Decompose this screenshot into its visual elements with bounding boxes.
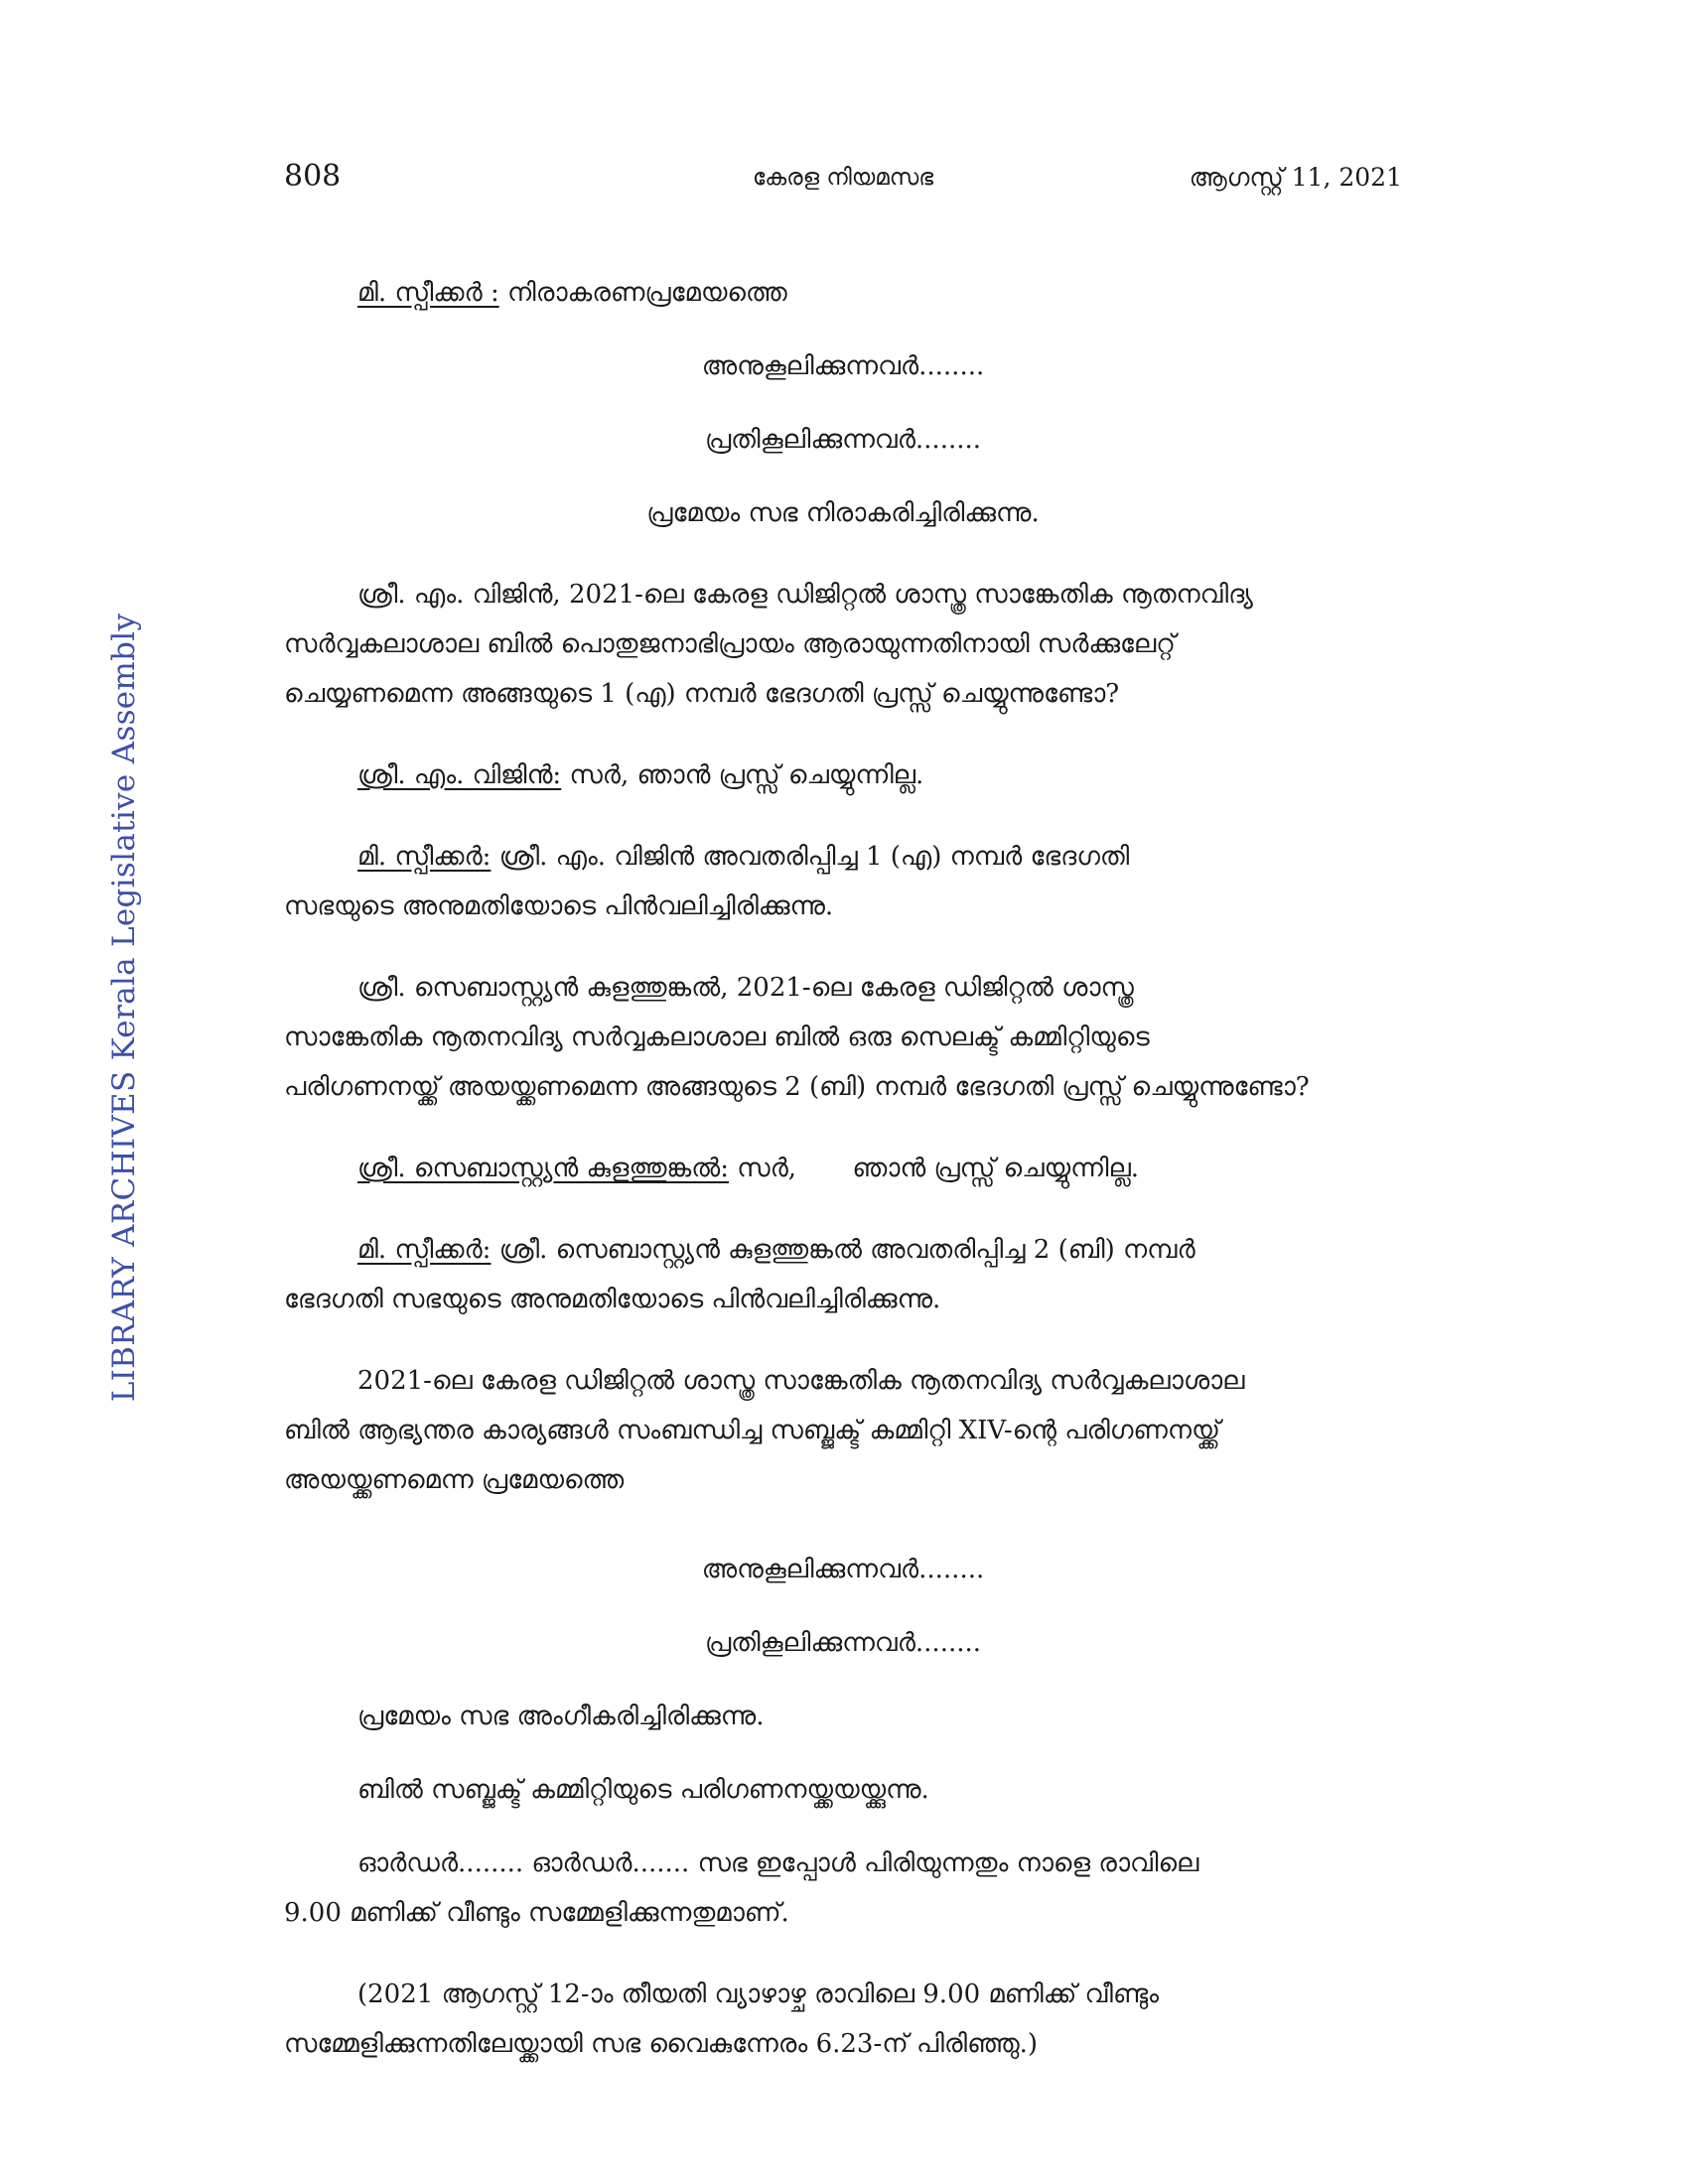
paragraph-line: സർവ്വകലാശാല ബിൽ പൊതുജനാഭിപ്രായം ആരായുന്നതിനായി സർക്കുലേറ്റ് [284, 629, 1176, 659]
paragraph-line: അയയ്ക്കണമെന്ന പ്രമേയത്തെ [284, 1465, 625, 1495]
member-reply [284, 751, 1402, 800]
bill-referral-text: ബിൽ സബ്ജക്ട് കമ്മിറ്റിയുടെ പരിഗണനയ്ക്കയയ്ക്കുന്നു. [357, 1775, 929, 1805]
paragraph-line: 9.00 മണിക്ക് വീണ്ടും സമ്മേളിക്കുന്നതുമാണ്. [284, 1898, 789, 1928]
speaker-paragraph [284, 1225, 1402, 1324]
vote-for: അനുകൂലിക്കുന്നവർ........ [701, 351, 985, 381]
paragraph-line: സാങ്കേതിക നൂതനവിദ്യ സർവ്വകലാശാല ബിൽ ഒരു സെലക്ട് കമ്മിറ്റിയുടെ [284, 1023, 1150, 1052]
paragraph-line: ശ്രീ. സെബാസ്റ്റ്യൻ കുളത്തുങ്കൽ, 2021-ലെ കേരള ഡിജിറ്റൽ ശാസ്ത്ര [357, 973, 1134, 1003]
adjournment-order [284, 1839, 1402, 1938]
result-text: പ്രമേയം സഭ അംഗീകരിച്ചിരിക്കുന്നു. [357, 1702, 765, 1731]
paragraph-line [284, 1225, 1402, 1275]
speaker-name: മി. സ്പീക്കർ: [357, 842, 492, 872]
speaker-motion [284, 268, 1402, 318]
speaker-name: മി. സ്പീക്കർ : [357, 278, 499, 308]
reply-text: സർ, ഞാൻ പ്രസ്സ് ചെയ്യുന്നില്ല. [569, 760, 924, 790]
speaker-paragraph [284, 832, 1402, 931]
question-paragraph [284, 963, 1402, 1112]
assembly-name: കേരള നിയമസഭ [752, 165, 934, 191]
header-date: ആഗസ്റ്റ് 11, 2021 [1189, 163, 1402, 192]
paragraph-line: ഭേദഗതി സഭയുടെ അനുമതിയോടെ പിൻവലിച്ചിരിക്കുന്നു. [284, 1285, 941, 1314]
paragraph-line: ബിൽ ആഭ്യന്തര കാര്യങ്ങൾ സംബന്ധിച്ച സബ്ജക്ട് കമ്മിറ്റി XIV-ന്റെ പരിഗണനയ്ക്ക് [284, 1416, 1220, 1445]
reply-sir: സർ, [737, 1154, 797, 1183]
paragraph-line: സമ്മേളിക്കുന്നതിലേയ്ക്കായി സഭ വൈകുന്നേരം 6.23-ന് പിരിഞ്ഞു.) [284, 2029, 1039, 2059]
archive-watermark: LIBRARY ARCHIVES Kerala Legislative Assembly [106, 613, 142, 1403]
page-header [284, 159, 1402, 199]
motion-text: നിരാകരണപ്രമേയത്തെ [506, 278, 787, 308]
vote-against: പ്രതികൂലിക്കുന്നവർ........ [704, 425, 982, 455]
statement-text: ശ്രീ. സെബാസ്റ്റ്യൻ കുളത്തുങ്കൽ അവതരിപ്പിച്ച 2 (ബി) നമ്പർ [498, 1235, 1196, 1265]
statement-text: ശ്രീ. എം. വിജിൻ അവതരിപ്പിച്ച 1 (എ) നമ്പർ ഭേദഗതി [498, 842, 1130, 872]
paragraph-line: സഭയുടെ അനുമതിയോടെ പിൻവലിച്ചിരിക്കുന്നു. [284, 891, 834, 921]
vote-for: അനുകൂലിക്കുന്നവർ........ [701, 1555, 985, 1584]
paragraph-line [284, 832, 1402, 882]
paragraph-line: ചെയ്യണമെന്ന അങ്ങയുടെ 1 (എ) നമ്പർ ഭേദഗതി പ്രസ്സ് ചെയ്യുന്നുണ്ടോ? [284, 679, 1120, 709]
paragraph-line: പരിഗണനയ്ക്ക് അയയ്ക്കണമെന്ന അങ്ങയുടെ 2 (ബി) നമ്പർ ഭേദഗതി പ്രസ്സ് ചെയ്യുന്നുണ്ടോ? [284, 1072, 1310, 1102]
page-number: 808 [284, 159, 342, 194]
member-name: ശ്രീ. എം. വിജിൻ: [357, 760, 562, 790]
reply-text: ഞാൻ പ്രസ്സ് ചെയ്യുന്നില്ല. [852, 1154, 1140, 1183]
member-reply [284, 1144, 1402, 1193]
result-text: പ്രമേയം സഭ നിരാകരിച്ചിരിക്കുന്നു. [646, 498, 1040, 528]
question-paragraph [284, 570, 1402, 719]
member-name: ശ്രീ. സെബാസ്റ്റ്യൻ കുളത്തുങ്കൽ: [357, 1154, 729, 1183]
document-body [284, 268, 1402, 2069]
paragraph-line: 2021-ലെ കേരള ഡിജിറ്റൽ ശാസ്ത്ര സാങ്കേതിക നൂതനവിദ്യ സർവ്വകലാശാല [357, 1366, 1245, 1396]
paragraph-line: (2021 ആഗസ്റ്റ് 12-ാം തീയതി വ്യാഴാഴ്ച രാവിലെ 9.00 മണിക്ക് വീണ്ടും [357, 1979, 1160, 2009]
speaker-name: മി. സ്പീക്കർ: [357, 1235, 492, 1265]
paragraph-line: ഓർഡർ........ ഓർഡർ....... സഭ ഇപ്പോൾ പിരിയുന്നതും നാളെ രാവിലെ [357, 1848, 1199, 1878]
vote-against: പ്രതികൂലിക്കുന്നവർ........ [704, 1628, 982, 1658]
adjournment-note [284, 1970, 1402, 2069]
motion-paragraph [284, 1356, 1402, 1505]
paragraph-line: ശ്രീ. എം. വിജിൻ, 2021-ലെ കേരള ഡിജിറ്റൽ ശാസ്ത്ര സാങ്കേതിക നൂതനവിദ്യ [357, 580, 1253, 610]
